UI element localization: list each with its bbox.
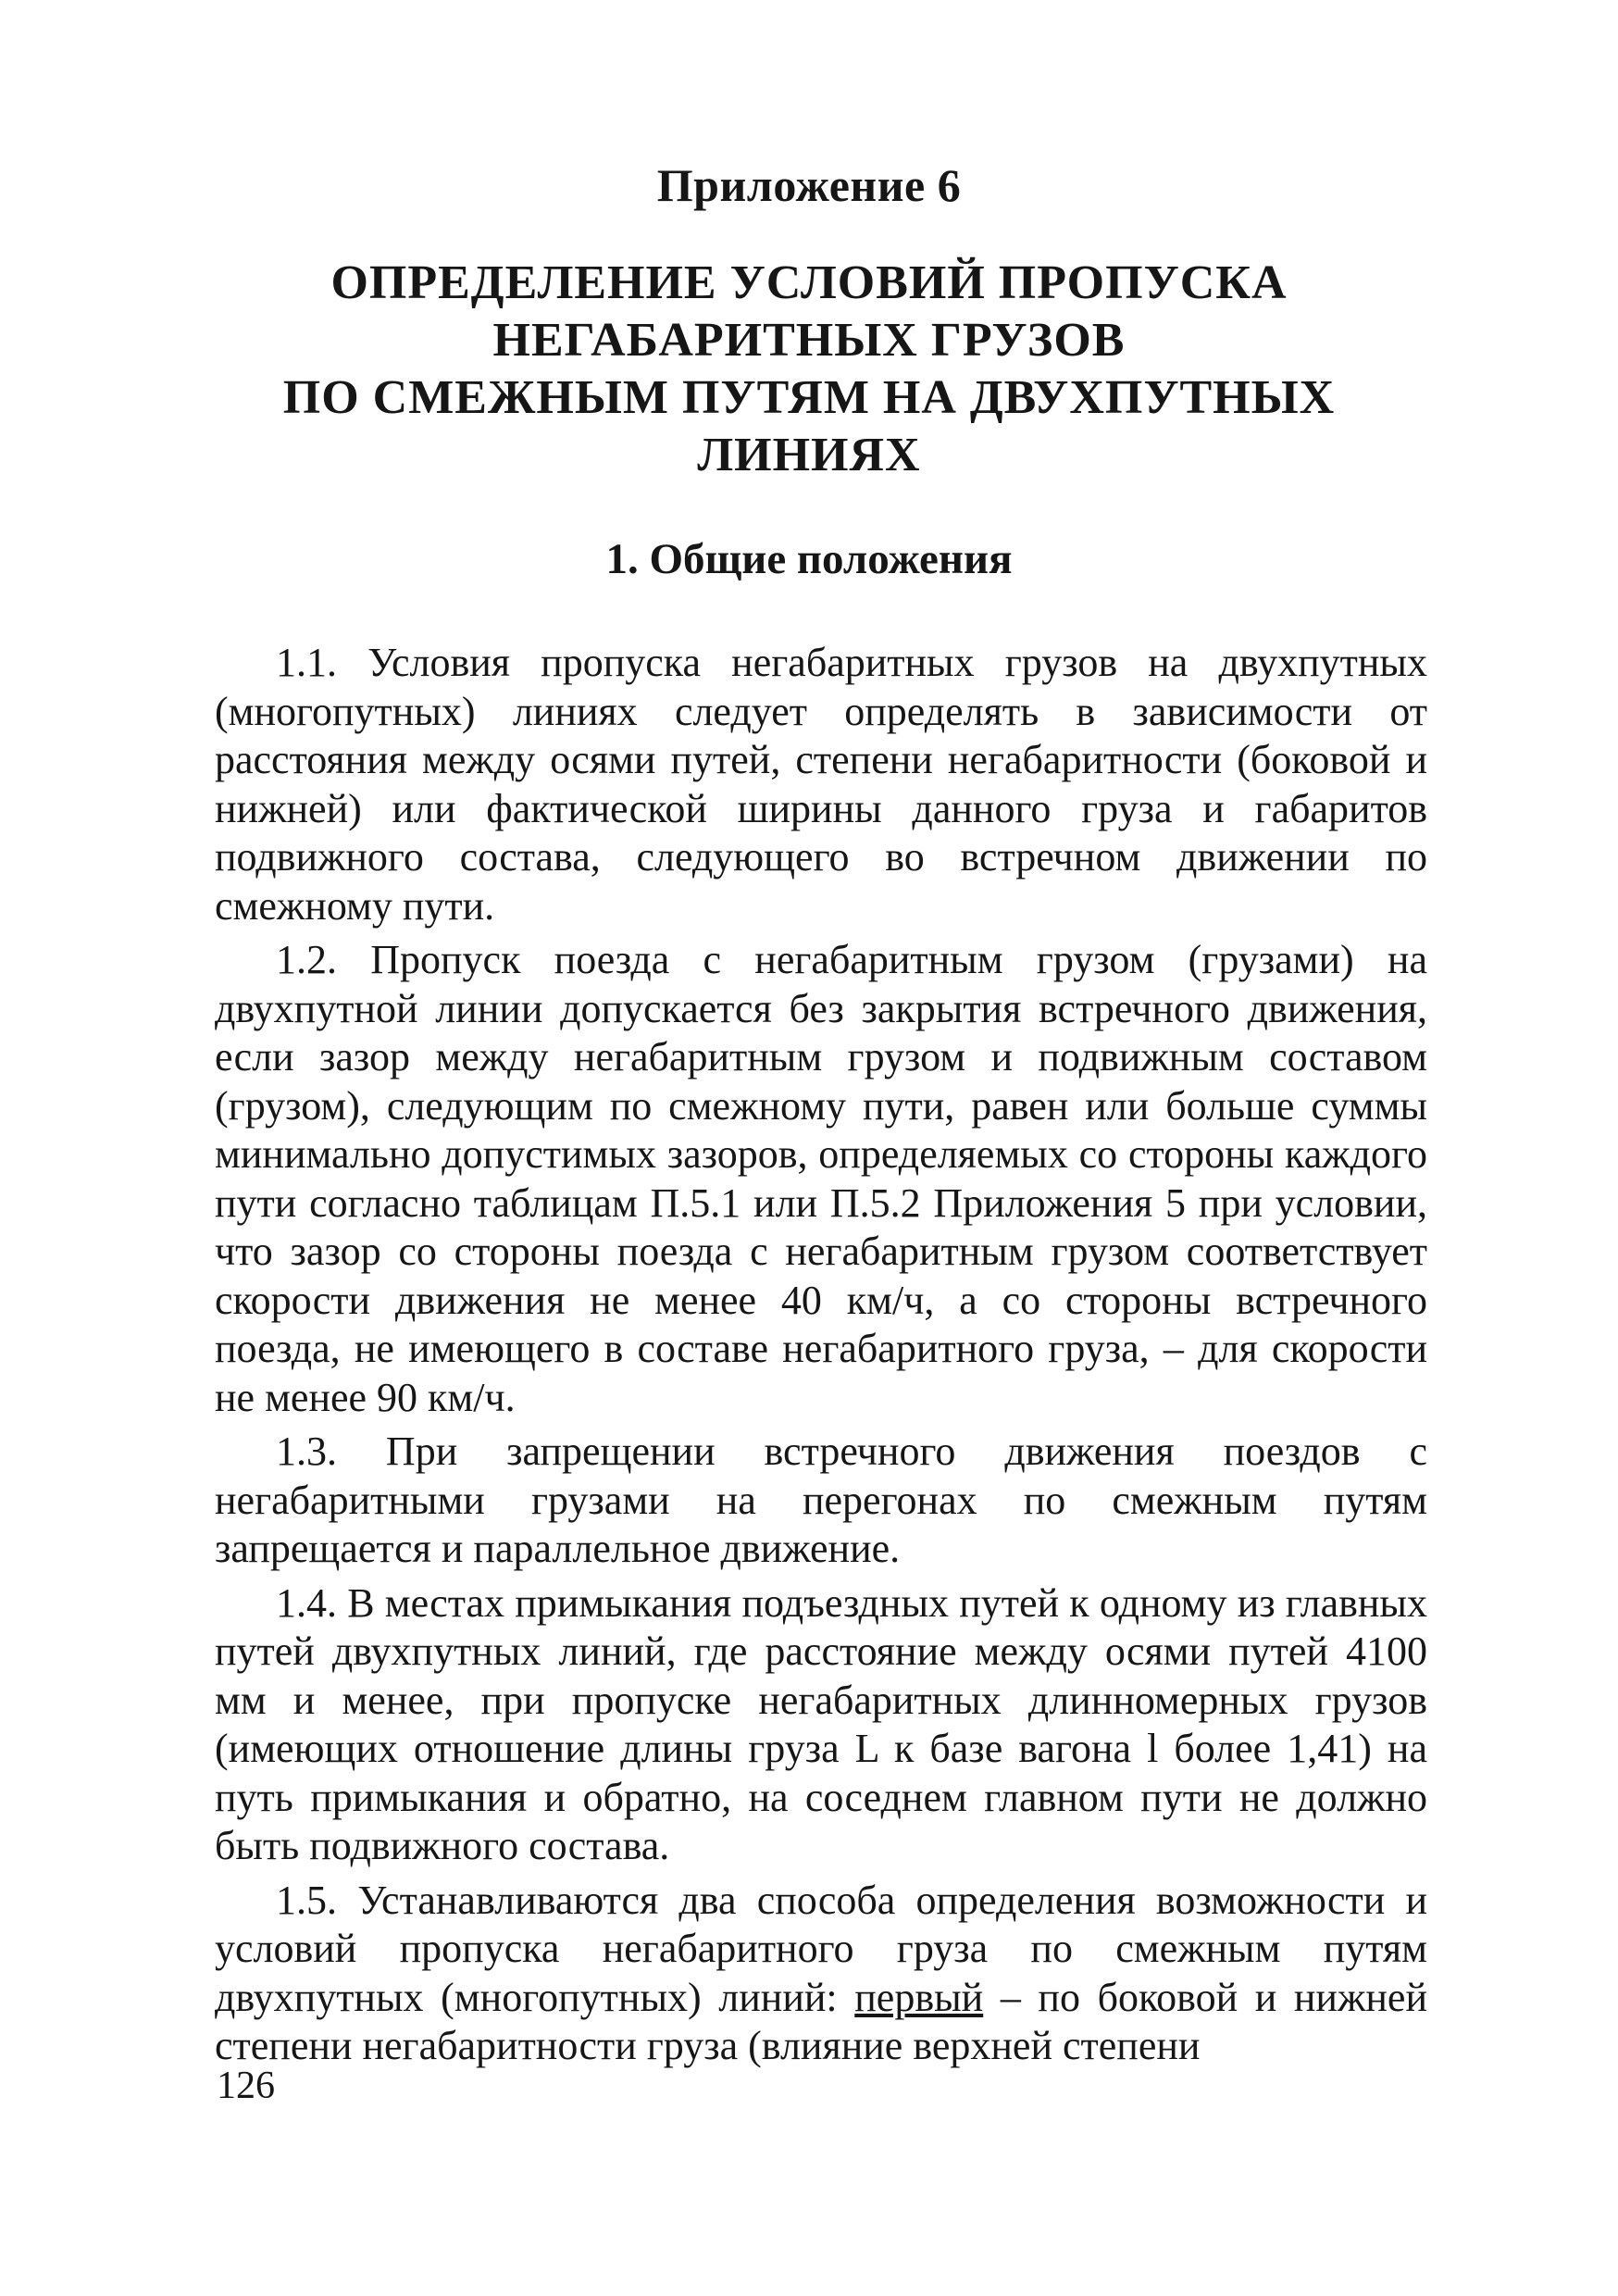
main-title: [0, 255, 1618, 484]
paragraph-1-3: 1.3. При запрещении встречного движения поездов с негабаритными грузами на перегонах по смежным путям запрещается и параллельное движение.: [215, 1429, 1427, 1571]
underlined-term-first: первый: [854, 1974, 984, 2020]
appendix-label: Приложение 6: [656, 159, 962, 211]
main-title-line: НЕГАБАРИТНЫХ ГРУЗОВ: [492, 314, 1126, 367]
paragraph-1-1: 1.1. Условия пропуска негабаритных грузов на двухпутных (многопутных) линиях следует определять в зависимости от расстояния между осями путей, степени негабаритности (боковой и нижней) или фактической ширины данного груза и габаритов подвижного состава, следующего во встречном движении по смежному пути.: [215, 640, 1427, 929]
section-title: 1. Общие положения: [605, 535, 1013, 583]
body-text: [215, 639, 1427, 2071]
paragraph-1-5: [215, 1877, 1427, 2071]
paragraph-1-2: 1.2. Пропуск поезда с негабаритным грузом (грузами) на двухпутной линии допускается без закрытия встречного движения, если зазор между негабаритным грузом и подвижным составом (грузом), следующим по смежному пути, равен или больше суммы минимально допустимых зазоров, определяемых со стороны каждого пути согласно таблицам П.5.1 или П.5.2 Приложения 5 при условии, что зазор со стороны поезда с негабаритным грузом соответствует скорости движения не менее 40 км/ч, а со стороны встречного поезда, не имеющего в составе негабаритного груза, – для скорости не менее 90 км/ч.: [215, 937, 1427, 1420]
main-title-line: ОПРЕДЕЛЕНИЕ УСЛОВИЙ ПРОПУСКА: [330, 256, 1288, 309]
paragraph-1-5-end: – по боковой и нижней степени негабаритности груза (влияние верхней степени: [215, 1974, 1427, 2068]
main-title-line: ПО СМЕЖНЫМ ПУТЯМ НА ДВУХПУТНЫХ: [282, 371, 1336, 424]
paragraph-1-5-start: 1.5. Устанавливаются два способа определения возможности и условий пропуска негабаритного груза по смежным путям двухпутных (многопутных) линий:: [215, 1877, 1427, 2020]
main-title-line: ЛИНИЯХ: [697, 429, 921, 481]
paragraph-1-4: 1.4. В местах примыкания подъездных путей к одному из главных путей двухпутных линий, где расстояние между осями путей 4100 мм и менее, при пропуске негабаритных длинномерных грузов (имеющих отношение длины груза L к базе вагона l более 1,41) на путь примыкания и обратно, на соседнем главном пути не должно быть подвижного состава.: [215, 1579, 1427, 1868]
page-number: 126: [217, 2065, 275, 2107]
